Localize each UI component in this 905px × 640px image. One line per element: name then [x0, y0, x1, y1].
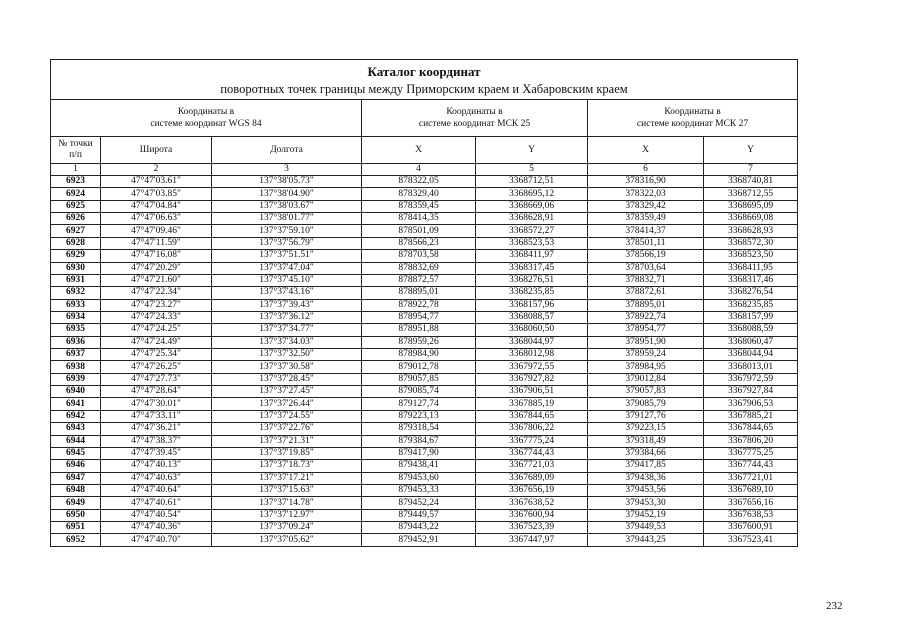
point-number-cell: 6933: [51, 299, 101, 311]
x-msk25-cell: 879452,91: [362, 534, 476, 546]
x-msk25-cell: 879438,41: [362, 460, 476, 472]
latitude-cell: 47°47'09.46": [101, 225, 212, 237]
latitude-cell: 47°47'28.64": [101, 386, 212, 398]
table-row: [51, 225, 798, 237]
point-number-cell: 6952: [51, 534, 101, 546]
point-number-cell: 6943: [51, 423, 101, 435]
latitude-cell: 47°47'26.25": [101, 361, 212, 373]
table-row: [51, 484, 798, 496]
table-row: [51, 386, 798, 398]
x-msk25-cell: 878329,40: [362, 188, 476, 200]
table-row: [51, 522, 798, 534]
longitude-cell: 137°37'47.04": [212, 262, 362, 274]
point-number-cell: 6937: [51, 349, 101, 361]
table-row: [51, 237, 798, 249]
latitude-cell: 47°47'20.29": [101, 262, 212, 274]
point-number-cell: 6930: [51, 262, 101, 274]
longitude-cell: 137°37'32.50": [212, 349, 362, 361]
y-msk27-cell: 3367844,65: [704, 423, 798, 435]
table-row: [51, 534, 798, 546]
y-msk27-cell: 3367906,53: [704, 398, 798, 410]
x-msk27-cell: 379453,30: [588, 497, 704, 509]
y-msk27-cell: 3367806,20: [704, 435, 798, 447]
x-msk27-cell: 379438,36: [588, 472, 704, 484]
longitude-cell: 137°38'01.77": [212, 213, 362, 225]
x-msk25-cell: 878703,58: [362, 250, 476, 262]
latitude-cell: 47°47'03.61": [101, 176, 212, 188]
x-msk27-cell: 379384,66: [588, 447, 704, 459]
y-msk27-cell: 3368013,01: [704, 361, 798, 373]
y-msk27-cell: 3368060,47: [704, 336, 798, 348]
latitude-cell: 47°47'24.49": [101, 336, 212, 348]
y-msk27-cell: 3367656,16: [704, 497, 798, 509]
x-msk27-cell: 378359,49: [588, 213, 704, 225]
longitude-cell: 137°37'45.10": [212, 274, 362, 286]
y-msk27-cell: 3368276,54: [704, 287, 798, 299]
y-msk27-cell: 3368088,59: [704, 324, 798, 336]
x-msk25-cell: 878322,05: [362, 176, 476, 188]
point-number-cell: 6950: [51, 509, 101, 521]
y-msk25-cell: 3367600,94: [476, 509, 588, 521]
longitude-cell: 137°37'15.63": [212, 484, 362, 496]
latitude-cell: 47°47'30.01": [101, 398, 212, 410]
x-msk25-cell: 878566,23: [362, 237, 476, 249]
y-msk27-cell: 3367638,53: [704, 509, 798, 521]
header-point-l1: № точки: [58, 139, 93, 149]
y-msk25-cell: 3367844,65: [476, 410, 588, 422]
point-number-cell: 6948: [51, 484, 101, 496]
y-msk25-cell: 3367638,52: [476, 497, 588, 509]
y-msk25-cell: 3368235,85: [476, 287, 588, 299]
longitude-cell: 137°37'17.21": [212, 472, 362, 484]
y-msk25-cell: 3368060,50: [476, 324, 588, 336]
point-number-cell: 6946: [51, 460, 101, 472]
table-row: [51, 200, 798, 212]
longitude-cell: 137°37'34.03": [212, 336, 362, 348]
column-number: 3: [212, 164, 362, 176]
longitude-cell: 137°37'59.10": [212, 225, 362, 237]
x-msk27-cell: 378872,61: [588, 287, 704, 299]
latitude-cell: 47°47'40.36": [101, 522, 212, 534]
latitude-cell: 47°47'33.11": [101, 410, 212, 422]
y-msk27-cell: 3368235,85: [704, 299, 798, 311]
y-msk25-cell: 3368411,97: [476, 250, 588, 262]
latitude-cell: 47°47'40.70": [101, 534, 212, 546]
table-row: [51, 336, 798, 348]
y-msk27-cell: 3367689,10: [704, 484, 798, 496]
page-number: 232: [826, 600, 843, 612]
x-msk25-cell: 879452,24: [362, 497, 476, 509]
table-row: [51, 423, 798, 435]
x-msk27-cell: 378922,74: [588, 311, 704, 323]
longitude-cell: 137°38'05.73": [212, 176, 362, 188]
y-msk25-cell: 3367721,03: [476, 460, 588, 472]
x-msk25-cell: 879127,74: [362, 398, 476, 410]
latitude-cell: 47°47'40.63": [101, 472, 212, 484]
x-msk25-cell: 879453,60: [362, 472, 476, 484]
latitude-cell: 47°47'06.63": [101, 213, 212, 225]
x-msk27-cell: 379223,15: [588, 423, 704, 435]
table-row: [51, 349, 798, 361]
point-number-cell: 6935: [51, 324, 101, 336]
y-msk25-cell: 3367744,43: [476, 447, 588, 459]
longitude-cell: 137°38'04.90": [212, 188, 362, 200]
table-row: [51, 398, 798, 410]
y-msk25-cell: 3368088,57: [476, 311, 588, 323]
y-msk27-cell: 3367721,01: [704, 472, 798, 484]
x-msk27-cell: 379012,84: [588, 373, 704, 385]
point-number-cell: 6924: [51, 188, 101, 200]
latitude-cell: 47°47'03.85": [101, 188, 212, 200]
longitude-cell: 137°37'14.78": [212, 497, 362, 509]
point-number-cell: 6939: [51, 373, 101, 385]
y-msk25-cell: 3367972,55: [476, 361, 588, 373]
table-row: [51, 460, 798, 472]
x-msk27-cell: 378414,37: [588, 225, 704, 237]
point-number-cell: 6923: [51, 176, 101, 188]
table-row: [51, 274, 798, 286]
y-msk27-cell: 3367972,59: [704, 373, 798, 385]
latitude-cell: 47°47'11.59": [101, 237, 212, 249]
longitude-cell: 137°37'30.58": [212, 361, 362, 373]
table-row: [51, 410, 798, 422]
latitude-cell: 47°47'40.61": [101, 497, 212, 509]
y-msk27-cell: 3368628,93: [704, 225, 798, 237]
y-msk25-cell: 3368012,98: [476, 349, 588, 361]
y-msk25-cell: 3368572,27: [476, 225, 588, 237]
table-row: [51, 373, 798, 385]
x-msk27-cell: 379085,79: [588, 398, 704, 410]
y-msk25-cell: 3368276,51: [476, 274, 588, 286]
x-msk25-cell: 878359,45: [362, 200, 476, 212]
latitude-cell: 47°47'21.60": [101, 274, 212, 286]
latitude-cell: 47°47'40.54": [101, 509, 212, 521]
x-msk25-cell: 878959,26: [362, 336, 476, 348]
latitude-cell: 47°47'23.27": [101, 299, 212, 311]
longitude-cell: 137°37'51.51": [212, 250, 362, 262]
x-msk25-cell: 878895,01: [362, 287, 476, 299]
point-number-cell: 6947: [51, 472, 101, 484]
longitude-cell: 137°37'28.45": [212, 373, 362, 385]
y-msk27-cell: 3368317,46: [704, 274, 798, 286]
longitude-cell: 137°38'03.67": [212, 200, 362, 212]
point-number-cell: 6942: [51, 410, 101, 422]
y-msk25-cell: 3367523,39: [476, 522, 588, 534]
column-number: 4: [362, 164, 476, 176]
longitude-cell: 137°37'56.79": [212, 237, 362, 249]
y-msk25-cell: 3368317,45: [476, 262, 588, 274]
table-row: [51, 361, 798, 373]
longitude-cell: 137°37'36.12": [212, 311, 362, 323]
point-number-cell: 6934: [51, 311, 101, 323]
y-msk25-cell: 3368157,96: [476, 299, 588, 311]
column-number: 1: [51, 164, 101, 176]
x-msk25-cell: 878984,90: [362, 349, 476, 361]
y-msk27-cell: 3367927,84: [704, 386, 798, 398]
point-number-cell: 6944: [51, 435, 101, 447]
x-msk27-cell: 378984,95: [588, 361, 704, 373]
latitude-cell: 47°47'38.37": [101, 435, 212, 447]
point-number-cell: 6926: [51, 213, 101, 225]
latitude-cell: 47°47'24.25": [101, 324, 212, 336]
y-msk27-cell: 3367744,43: [704, 460, 798, 472]
longitude-cell: 137°37'12.97": [212, 509, 362, 521]
y-msk27-cell: 3367523,41: [704, 534, 798, 546]
x-msk27-cell: 378329,42: [588, 200, 704, 212]
table-row: [51, 435, 798, 447]
y-msk25-cell: 3368669,06: [476, 200, 588, 212]
y-msk27-cell: 3368044,94: [704, 349, 798, 361]
x-msk27-cell: 378703,64: [588, 262, 704, 274]
x-msk25-cell: 879223,13: [362, 410, 476, 422]
header-y-msk25: Y: [476, 137, 588, 164]
x-msk25-cell: 878872,57: [362, 274, 476, 286]
x-msk27-cell: 378959,24: [588, 349, 704, 361]
point-number-cell: 6927: [51, 225, 101, 237]
x-msk27-cell: 379452,19: [588, 509, 704, 521]
point-number-cell: 6929: [51, 250, 101, 262]
x-msk27-cell: 378501,11: [588, 237, 704, 249]
longitude-cell: 137°37'43.16": [212, 287, 362, 299]
table-row: [51, 509, 798, 521]
group-msk27-line1: Координаты в: [664, 107, 721, 117]
group-header-wgs84: [51, 100, 362, 137]
x-msk25-cell: 879057,85: [362, 373, 476, 385]
y-msk27-cell: 3368523,50: [704, 250, 798, 262]
header-point-number: [51, 137, 101, 164]
y-msk27-cell: 3368712,55: [704, 188, 798, 200]
x-msk27-cell: 378322,03: [588, 188, 704, 200]
group-msk25-line2: системе координат МСК 25: [418, 119, 531, 129]
latitude-cell: 47°47'27.73": [101, 373, 212, 385]
latitude-cell: 47°47'36.21": [101, 423, 212, 435]
table-row: [51, 447, 798, 459]
header-y-msk27: Y: [704, 137, 798, 164]
table-row: [51, 188, 798, 200]
table-row: [51, 250, 798, 262]
longitude-cell: 137°37'18.73": [212, 460, 362, 472]
y-msk27-cell: 3368669,08: [704, 213, 798, 225]
x-msk27-cell: 378566,19: [588, 250, 704, 262]
catalog-title: Каталог координат: [367, 64, 481, 79]
x-msk25-cell: 879417,90: [362, 447, 476, 459]
x-msk25-cell: 879449,57: [362, 509, 476, 521]
x-msk27-cell: 378832,71: [588, 274, 704, 286]
longitude-cell: 137°37'39.43": [212, 299, 362, 311]
group-wgs84-line1: Координаты в: [177, 107, 235, 117]
point-number-cell: 6931: [51, 274, 101, 286]
y-msk27-cell: 3368695,09: [704, 200, 798, 212]
y-msk27-cell: 3368157,99: [704, 311, 798, 323]
y-msk25-cell: 3367689,09: [476, 472, 588, 484]
group-header-msk27: [588, 100, 798, 137]
column-number: 7: [704, 164, 798, 176]
point-number-cell: 6941: [51, 398, 101, 410]
group-header-msk25: [362, 100, 588, 137]
latitude-cell: 47°47'22.34": [101, 287, 212, 299]
point-number-cell: 6949: [51, 497, 101, 509]
y-msk25-cell: 3367656,19: [476, 484, 588, 496]
table-row: [51, 497, 798, 509]
latitude-cell: 47°47'16.08": [101, 250, 212, 262]
longitude-cell: 137°37'26.44": [212, 398, 362, 410]
x-msk27-cell: 378951,90: [588, 336, 704, 348]
latitude-cell: 47°47'39.45": [101, 447, 212, 459]
x-msk25-cell: 879085,74: [362, 386, 476, 398]
y-msk25-cell: 3367906,51: [476, 386, 588, 398]
table-row: [51, 287, 798, 299]
x-msk25-cell: 879318,54: [362, 423, 476, 435]
x-msk27-cell: 379449,53: [588, 522, 704, 534]
x-msk25-cell: 878922,78: [362, 299, 476, 311]
header-latitude: Широта: [101, 137, 212, 164]
y-msk25-cell: 3368628,91: [476, 213, 588, 225]
y-msk25-cell: 3367885,19: [476, 398, 588, 410]
point-number-cell: 6938: [51, 361, 101, 373]
x-msk27-cell: 379318,49: [588, 435, 704, 447]
table-row: [51, 324, 798, 336]
x-msk27-cell: 378316,90: [588, 176, 704, 188]
point-number-cell: 6951: [51, 522, 101, 534]
longitude-cell: 137°37'22.76": [212, 423, 362, 435]
y-msk27-cell: 3367885,21: [704, 410, 798, 422]
x-msk27-cell: 379453,56: [588, 484, 704, 496]
header-x-msk25: X: [362, 137, 476, 164]
column-number: 5: [476, 164, 588, 176]
y-msk25-cell: 3367806,22: [476, 423, 588, 435]
longitude-cell: 137°37'24.55": [212, 410, 362, 422]
column-number: 2: [101, 164, 212, 176]
group-msk27-line2: системе координат МСК 27: [636, 119, 749, 129]
longitude-cell: 137°37'27.45": [212, 386, 362, 398]
x-msk27-cell: 379127,76: [588, 410, 704, 422]
y-msk25-cell: 3368523,53: [476, 237, 588, 249]
table-row: [51, 311, 798, 323]
header-point-l2: п/п: [69, 150, 82, 160]
y-msk27-cell: 3367600,91: [704, 522, 798, 534]
table-row: [51, 299, 798, 311]
latitude-cell: 47°47'40.64": [101, 484, 212, 496]
x-msk25-cell: 878951,88: [362, 324, 476, 336]
x-msk25-cell: 878832,69: [362, 262, 476, 274]
y-msk27-cell: 3367775,25: [704, 447, 798, 459]
longitude-cell: 137°37'09.24": [212, 522, 362, 534]
latitude-cell: 47°47'40.13": [101, 460, 212, 472]
x-msk25-cell: 878501,09: [362, 225, 476, 237]
point-number-cell: 6940: [51, 386, 101, 398]
y-msk27-cell: 3368740,81: [704, 176, 798, 188]
catalog-title-cell: [51, 60, 798, 100]
x-msk25-cell: 879384,67: [362, 435, 476, 447]
column-number: 6: [588, 164, 704, 176]
longitude-cell: 137°37'05.62": [212, 534, 362, 546]
point-number-cell: 6925: [51, 200, 101, 212]
x-msk25-cell: 878954,77: [362, 311, 476, 323]
longitude-cell: 137°37'34.77": [212, 324, 362, 336]
y-msk25-cell: 3368712,51: [476, 176, 588, 188]
y-msk25-cell: 3367775,24: [476, 435, 588, 447]
latitude-cell: 47°47'04.84": [101, 200, 212, 212]
y-msk25-cell: 3368695,12: [476, 188, 588, 200]
latitude-cell: 47°47'24.33": [101, 311, 212, 323]
coordinate-table: [50, 59, 798, 547]
y-msk25-cell: 3367927,82: [476, 373, 588, 385]
x-msk27-cell: 379417,85: [588, 460, 704, 472]
header-x-msk27: X: [588, 137, 704, 164]
point-number-cell: 6928: [51, 237, 101, 249]
latitude-cell: 47°47'25.34": [101, 349, 212, 361]
longitude-cell: 137°37'21.31": [212, 435, 362, 447]
catalog-subtitle: поворотных точек границы между Приморским краем и Хабаровским краем: [220, 82, 628, 96]
x-msk27-cell: 378895,01: [588, 299, 704, 311]
point-number-cell: 6932: [51, 287, 101, 299]
group-msk25-line1: Координаты в: [446, 107, 503, 117]
point-number-cell: 6945: [51, 447, 101, 459]
y-msk25-cell: 3368044,97: [476, 336, 588, 348]
group-wgs84-line2: системе координат WGS 84: [150, 119, 262, 129]
y-msk25-cell: 3367447,97: [476, 534, 588, 546]
point-number-cell: 6936: [51, 336, 101, 348]
x-msk25-cell: 879443,22: [362, 522, 476, 534]
x-msk25-cell: 879453,33: [362, 484, 476, 496]
x-msk25-cell: 878414,35: [362, 213, 476, 225]
y-msk27-cell: 3368572,30: [704, 237, 798, 249]
x-msk27-cell: 379057,83: [588, 386, 704, 398]
table-row: [51, 176, 798, 188]
y-msk27-cell: 3368411,95: [704, 262, 798, 274]
header-longitude: Долгота: [212, 137, 362, 164]
table-row: [51, 213, 798, 225]
table-row: [51, 472, 798, 484]
table-row: [51, 262, 798, 274]
x-msk27-cell: 378954,77: [588, 324, 704, 336]
longitude-cell: 137°37'19.85": [212, 447, 362, 459]
x-msk25-cell: 879012,78: [362, 361, 476, 373]
coordinate-catalog: [50, 59, 797, 547]
x-msk27-cell: 379443,25: [588, 534, 704, 546]
